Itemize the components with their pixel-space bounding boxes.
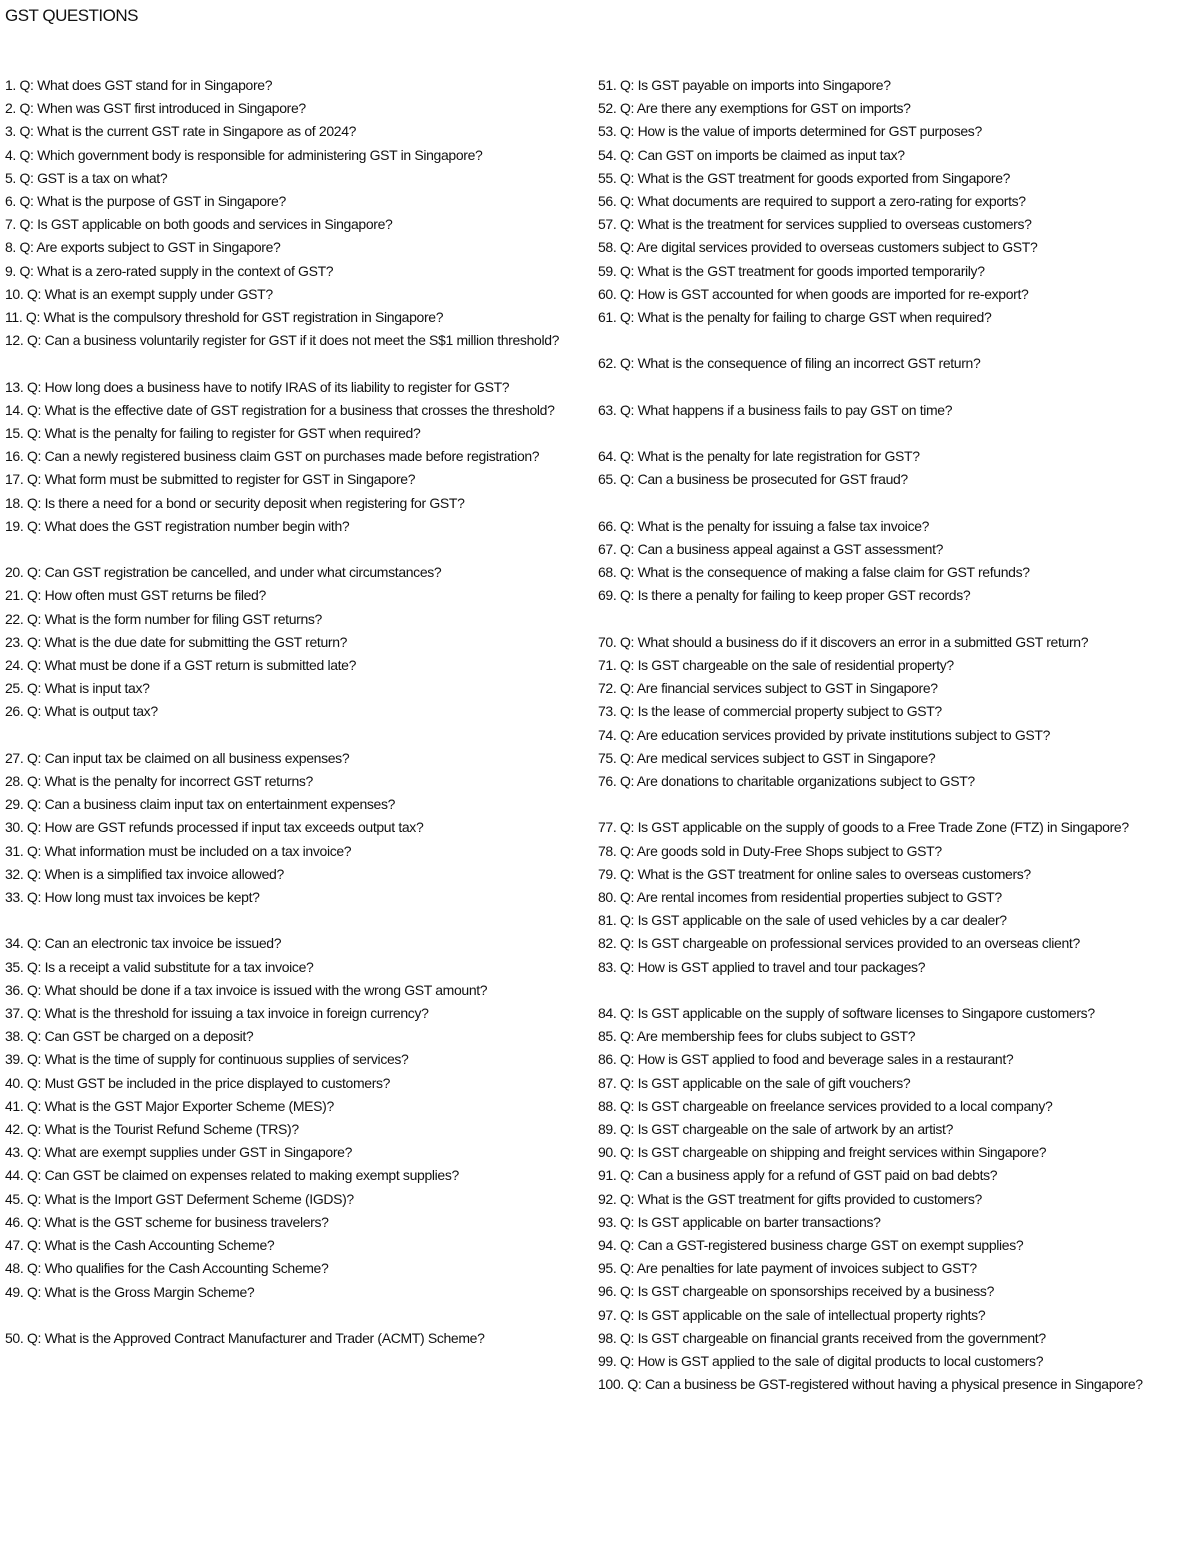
- question-item: 74. Q: Are education services provided by private institutions subject to GST?: [598, 726, 1051, 743]
- question-item: 62. Q: What is the consequence of filing an incorrect GST return?: [598, 355, 981, 372]
- question-item: 78. Q: Are goods sold in Duty-Free Shops subject to GST?: [598, 842, 942, 859]
- question-item: 90. Q: Is GST chargeable on shipping and freight services within Singapore?: [598, 1144, 1047, 1161]
- question-item: 46. Q: What is the GST scheme for business travelers?: [5, 1213, 329, 1230]
- question-item: 9. Q: What is a zero-rated supply in the context of GST?: [5, 262, 334, 279]
- question-item: 97. Q: Is GST applicable on the sale of intellectual property rights?: [598, 1306, 986, 1323]
- question-item: 61. Q: What is the penalty for failing to charge GST when required?: [598, 309, 992, 326]
- question-item: 86. Q: How is GST applied to food and beverage sales in a restaurant?: [598, 1051, 1014, 1068]
- question-item: 36. Q: What should be done if a tax invoice is issued with the wrong GST amount?: [5, 981, 488, 998]
- question-item: 47. Q: What is the Cash Accounting Scheme?: [5, 1237, 275, 1254]
- spacer: [598, 422, 1194, 445]
- question-item: 40. Q: Must GST be included in the price displayed to customers?: [5, 1074, 391, 1091]
- question-item: 27. Q: Can input tax be claimed on all business expenses?: [5, 749, 350, 766]
- question-item: 5. Q: GST is a tax on what?: [5, 169, 168, 186]
- question-item: 33. Q: How long must tax invoices be kept?: [5, 889, 260, 906]
- spacer: [5, 352, 575, 375]
- question-item: 8. Q: Are exports subject to GST in Singapore?: [5, 239, 281, 256]
- question-item: 89. Q: Is GST chargeable on the sale of artwork by an artist?: [598, 1121, 954, 1138]
- questions-column-right: [598, 74, 1194, 1396]
- question-item: 79. Q: What is the GST treatment for online sales to overseas customers?: [598, 865, 1031, 882]
- question-item: 13. Q: How long does a business have to notify IRAS of its liability to register for GST?: [5, 378, 510, 395]
- question-item: 51. Q: Is GST payable on imports into Singapore?: [598, 77, 891, 93]
- spacer: [5, 538, 575, 561]
- question-item: 16. Q: Can a newly registered business claim GST on purchases made before registration?: [5, 448, 540, 465]
- question-item: 98. Q: Is GST chargeable on financial grants received from the government?: [598, 1329, 1046, 1346]
- question-item: 30. Q: How are GST refunds processed if input tax exceeds output tax?: [5, 819, 424, 836]
- question-item: 71. Q: Is GST chargeable on the sale of residential property?: [598, 657, 954, 673]
- question-item: 77. Q: Is GST applicable on the supply of goods to a Free Trade Zone (FTZ) in Singapore?: [598, 819, 1129, 836]
- question-item: 32. Q: When is a simplified tax invoice allowed?: [5, 865, 284, 882]
- question-item: 29. Q: Can a business claim input tax on entertainment expenses?: [5, 796, 396, 813]
- question-item: 44. Q: Can GST be claimed on expenses related to making exempt supplies?: [5, 1167, 459, 1184]
- question-item: 7. Q: Is GST applicable on both goods and services in Singapore?: [5, 216, 393, 233]
- question-item: 6. Q: What is the purpose of GST in Singapore?: [5, 193, 286, 210]
- question-item: 20. Q: Can GST registration be cancelled, and under what circumstances?: [5, 564, 442, 581]
- spacer: [598, 793, 1194, 816]
- question-item: 19. Q: What does the GST registration number begin with?: [5, 517, 350, 534]
- question-item: 56. Q: What documents are required to support a zero-rating for exports?: [598, 193, 1026, 210]
- spacer: [5, 909, 575, 932]
- question-item: 76. Q: Are donations to charitable organizations subject to GST?: [598, 773, 975, 790]
- question-item: 55. Q: What is the GST treatment for goods exported from Singapore?: [598, 169, 1011, 186]
- question-item: 94. Q: Can a GST-registered business charge GST on exempt supplies?: [598, 1237, 1024, 1254]
- question-item: 48. Q: Who qualifies for the Cash Accounting Scheme?: [5, 1260, 329, 1277]
- question-item: 25. Q: What is input tax?: [5, 680, 150, 697]
- question-item: 93. Q: Is GST applicable on barter transactions?: [598, 1213, 881, 1230]
- question-item: 53. Q: How is the value of imports determined for GST purposes?: [598, 123, 982, 140]
- question-item: 64. Q: What is the penalty for late registration for GST?: [598, 448, 920, 465]
- question-item: 3. Q: What is the current GST rate in Singapore as of 2024?: [5, 123, 357, 140]
- question-item: 83. Q: How is GST applied to travel and tour packages?: [598, 958, 926, 975]
- question-item: 15. Q: What is the penalty for failing to register for GST when required?: [5, 425, 421, 442]
- question-item: 21. Q: How often must GST returns be filed?: [5, 587, 266, 604]
- page-title: GST QUESTIONS: [5, 6, 138, 25]
- question-item: 99. Q: How is GST applied to the sale of digital products to local customers?: [598, 1353, 1044, 1370]
- question-item: 96. Q: Is GST chargeable on sponsorships received by a business?: [598, 1283, 995, 1300]
- question-item: 38. Q: Can GST be charged on a deposit?: [5, 1028, 254, 1045]
- question-item: 73. Q: Is the lease of commercial property subject to GST?: [598, 703, 942, 720]
- spacer: [5, 724, 575, 747]
- question-item: 75. Q: Are medical services subject to GST in Singapore?: [598, 749, 936, 766]
- question-item: 11. Q: What is the compulsory threshold for GST registration in Singapore?: [5, 309, 444, 326]
- question-item: 92. Q: What is the GST treatment for gifts provided to customers?: [598, 1190, 982, 1207]
- question-item: 85. Q: Are membership fees for clubs subject to GST?: [598, 1028, 916, 1045]
- question-item: 14. Q: What is the effective date of GST registration for a business that crosses the threshold?: [5, 401, 555, 418]
- question-item: 87. Q: Is GST applicable on the sale of gift vouchers?: [598, 1074, 911, 1091]
- question-item: 69. Q: Is there a penalty for failing to keep proper GST records?: [598, 587, 971, 604]
- question-item: 52. Q: Are there any exemptions for GST on imports?: [598, 100, 911, 117]
- question-item: 66. Q: What is the penalty for issuing a false tax invoice?: [598, 517, 930, 534]
- question-item: 84. Q: Is GST applicable on the supply of software licenses to Singapore customers?: [598, 1005, 1095, 1022]
- spacer: [598, 608, 1194, 631]
- question-item: 10. Q: What is an exempt supply under GST?: [5, 285, 273, 302]
- spacer: [598, 979, 1194, 1002]
- question-item: 100. Q: Can a business be GST-registered without having a physical presence in Singapore?: [598, 1376, 1143, 1393]
- question-item: 41. Q: What is the GST Major Exporter Scheme (MES)?: [5, 1097, 334, 1114]
- spacer: [598, 376, 1194, 399]
- question-item: 2. Q: When was GST first introduced in Singapore?: [5, 100, 306, 117]
- question-item: 37. Q: What is the threshold for issuing a tax invoice in foreign currency?: [5, 1005, 429, 1022]
- question-item: 72. Q: Are financial services subject to GST in Singapore?: [598, 680, 938, 697]
- question-item: 17. Q: What form must be submitted to register for GST in Singapore?: [5, 471, 416, 488]
- question-item: 1. Q: What does GST stand for in Singapore?: [5, 77, 273, 93]
- question-item: 23. Q: What is the due date for submitting the GST return?: [5, 633, 348, 650]
- question-item: 70. Q: What should a business do if it discovers an error in a submitted GST return?: [598, 633, 1089, 650]
- question-item: 28. Q: What is the penalty for incorrect GST returns?: [5, 773, 313, 790]
- question-item: 81. Q: Is GST applicable on the sale of used vehicles by a car dealer?: [598, 912, 1007, 929]
- question-item: 88. Q: Is GST chargeable on freelance services provided to a local company?: [598, 1097, 1053, 1114]
- question-item: 60. Q: How is GST accounted for when goods are imported for re-export?: [598, 285, 1029, 302]
- question-item: 80. Q: Are rental incomes from residential properties subject to GST?: [598, 889, 1002, 906]
- question-item: 43. Q: What are exempt supplies under GST in Singapore?: [5, 1144, 353, 1161]
- spacer: [598, 329, 1194, 352]
- question-item: 67. Q: Can a business appeal against a GST assessment?: [598, 541, 944, 557]
- question-item: 24. Q: What must be done if a GST return is submitted late?: [5, 657, 357, 674]
- question-item: 35. Q: Is a receipt a valid substitute for a tax invoice?: [5, 958, 314, 975]
- question-item: 4. Q: Which government body is responsible for administering GST in Singapore?: [5, 146, 483, 163]
- spacer: [5, 1304, 575, 1327]
- question-item: 95. Q: Are penalties for late payment of invoices subject to GST?: [598, 1260, 977, 1277]
- question-item: 22. Q: What is the form number for filing GST returns?: [5, 610, 322, 627]
- question-item: 26. Q: What is output tax?: [5, 703, 158, 720]
- question-item: 34. Q: Can an electronic tax invoice be issued?: [5, 935, 282, 952]
- question-item: 39. Q: What is the time of supply for continuous supplies of services?: [5, 1051, 409, 1068]
- question-item: 18. Q: Is there a need for a bond or security deposit when registering for GST?: [5, 494, 465, 511]
- question-item: 82. Q: Is GST chargeable on professional services provided to an overseas client?: [598, 935, 1080, 952]
- question-item: 50. Q: What is the Approved Contract Manufacturer and Trader (ACMT) Scheme?: [5, 1329, 485, 1346]
- question-item: 54. Q: Can GST on imports be claimed as input tax?: [598, 146, 905, 163]
- question-item: 63. Q: What happens if a business fails to pay GST on time?: [598, 401, 953, 418]
- question-item: 65. Q: Can a business be prosecuted for GST fraud?: [598, 471, 908, 488]
- question-item: 42. Q: What is the Tourist Refund Scheme (TRS)?: [5, 1121, 299, 1138]
- question-item: 31. Q: What information must be included on a tax invoice?: [5, 842, 352, 859]
- question-item: 57. Q: What is the treatment for services supplied to overseas customers?: [598, 216, 1032, 233]
- question-item: 49. Q: What is the Gross Margin Scheme?: [5, 1283, 255, 1300]
- questions-column-left: [5, 74, 575, 1350]
- question-item: 45. Q: What is the Import GST Deferment Scheme (IGDS)?: [5, 1190, 354, 1207]
- spacer: [598, 492, 1194, 515]
- question-item: 58. Q: Are digital services provided to overseas customers subject to GST?: [598, 239, 1038, 256]
- question-item: 68. Q: What is the consequence of making a false claim for GST refunds?: [598, 564, 1030, 581]
- question-item: 59. Q: What is the GST treatment for goods imported temporarily?: [598, 262, 985, 279]
- question-item: 12. Q: Can a business voluntarily register for GST if it does not meet the S$1 million threshold?: [5, 332, 560, 349]
- question-item: 91. Q: Can a business apply for a refund of GST paid on bad debts?: [598, 1167, 998, 1184]
